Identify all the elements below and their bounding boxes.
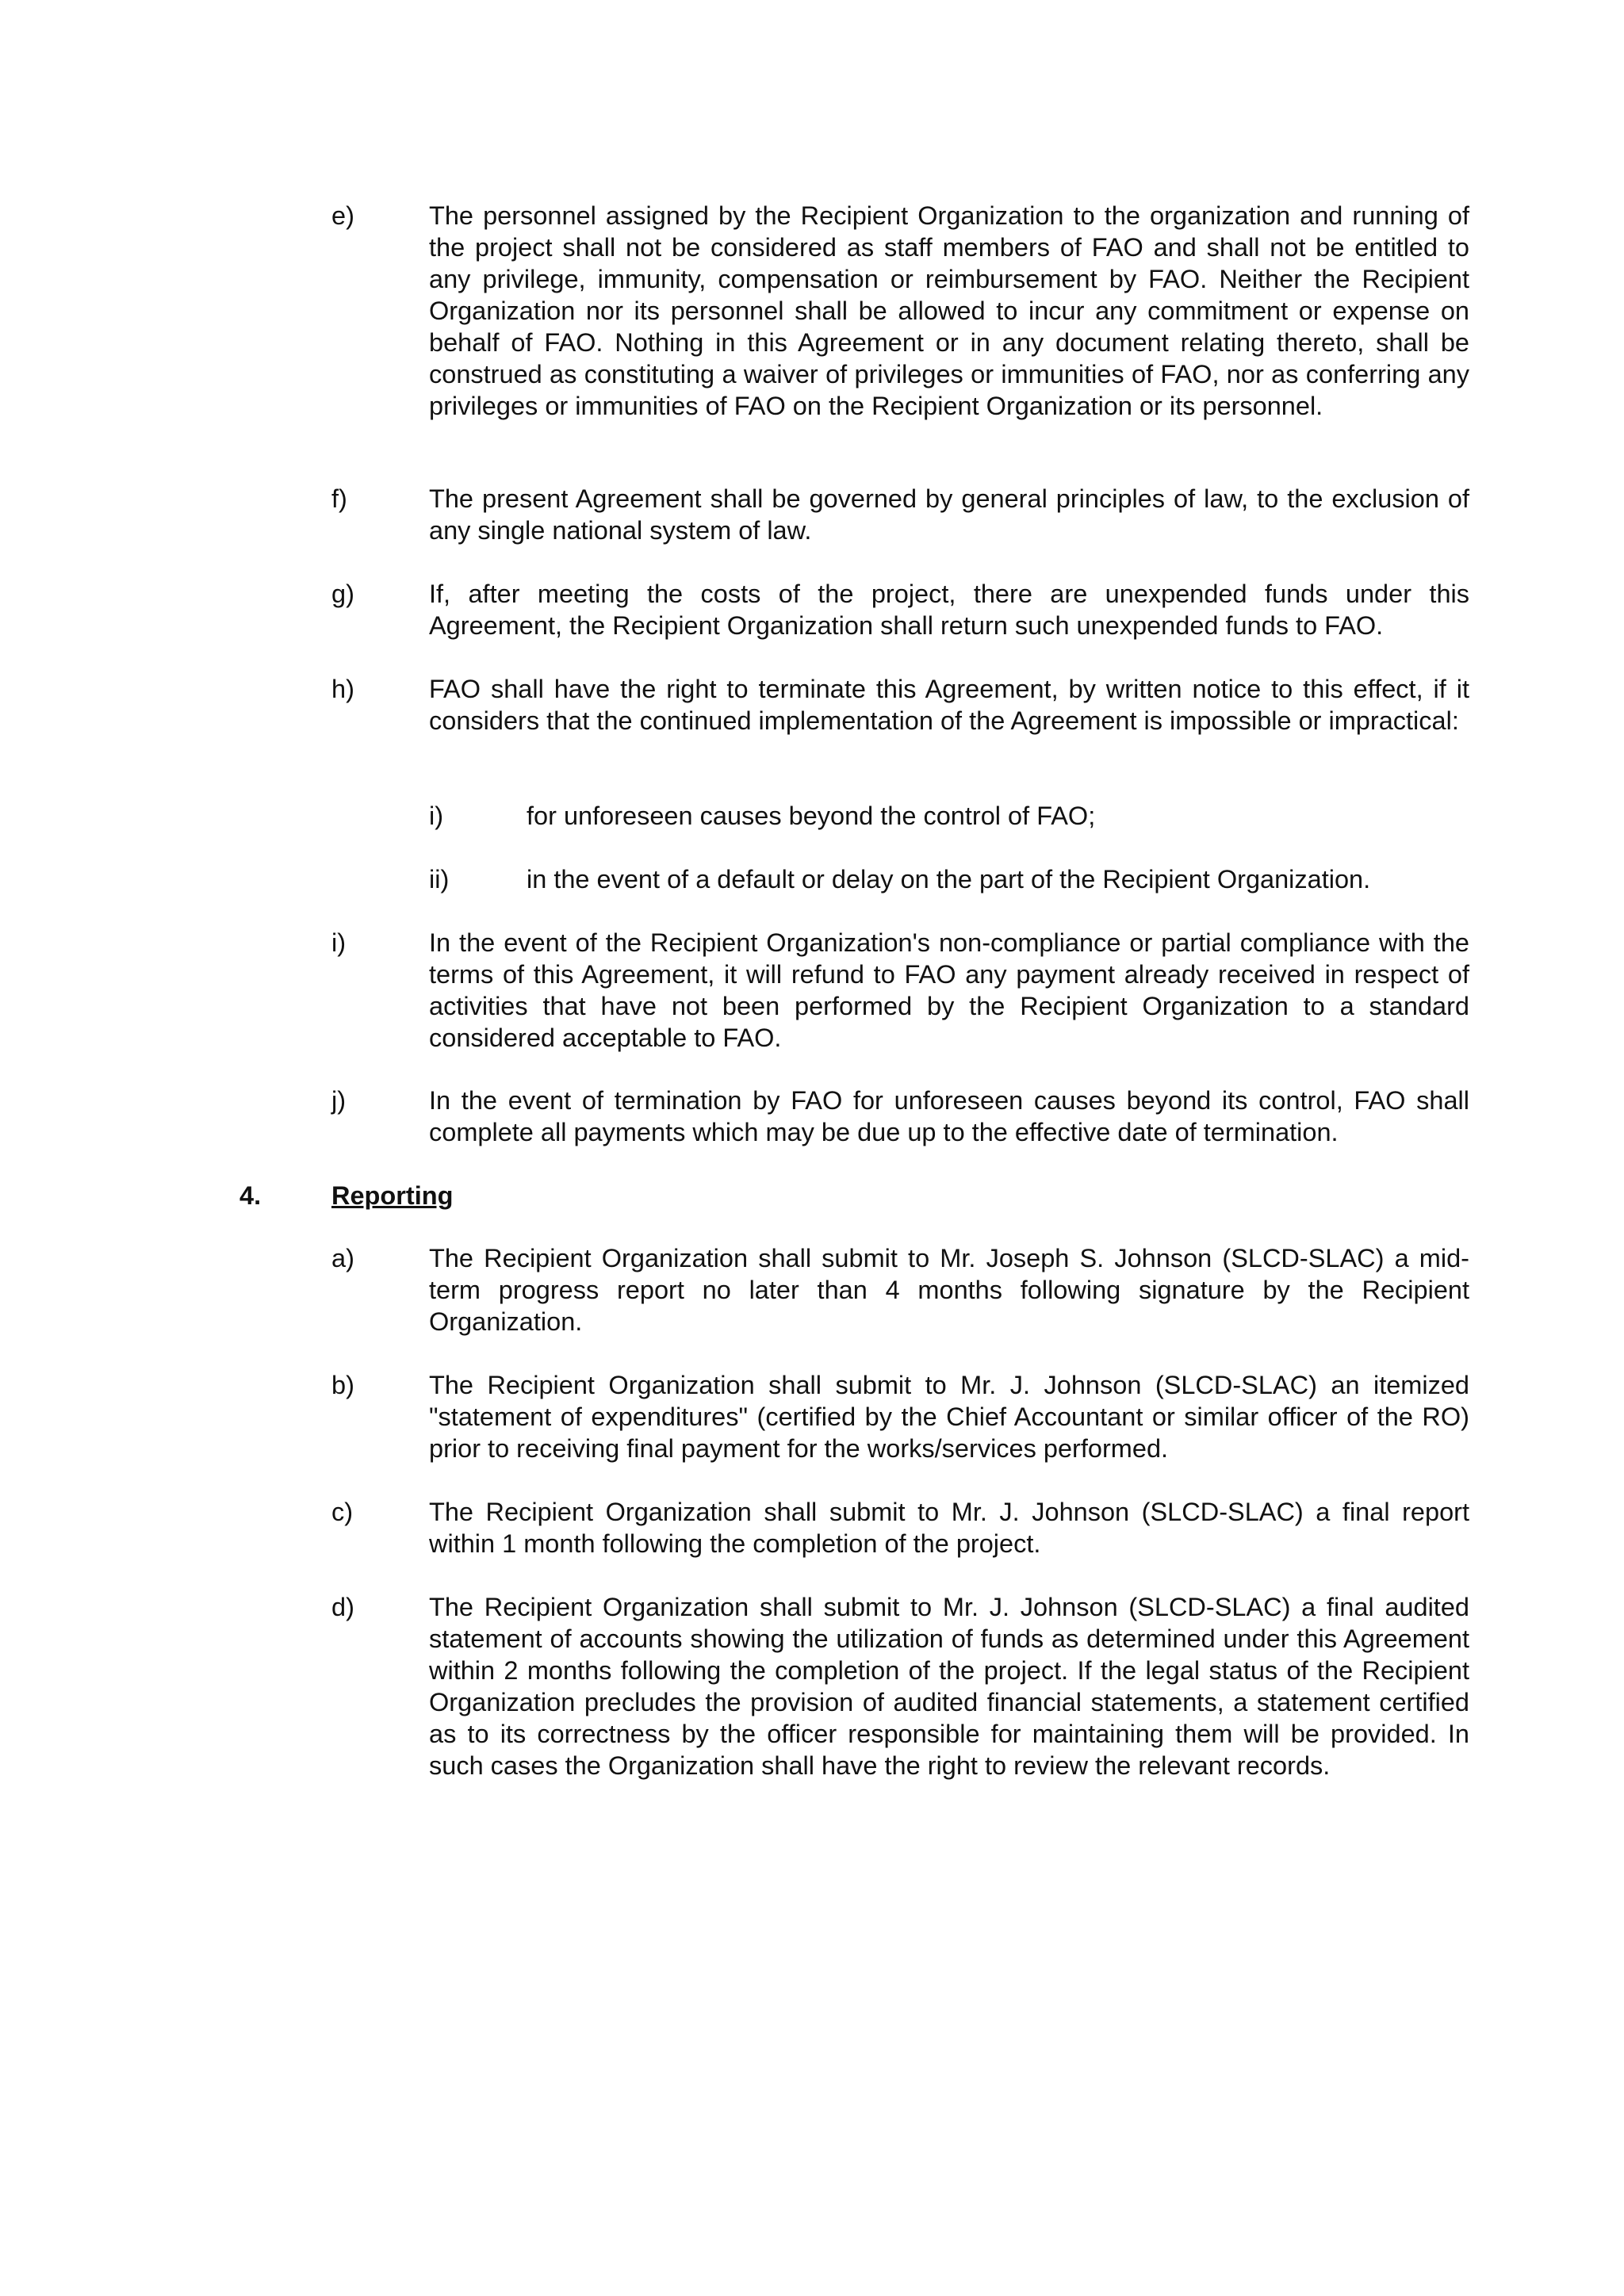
subclause-text: in the event of a default or delay on the part of the Recipient Organization. (527, 865, 1371, 894)
clause-text: The Recipient Organization shall submit to Mr. Joseph S. Johnson (SLCD-SLAC) a mid-term progress report no later than 4 months following signature by the Recipient Organization. (429, 1244, 1469, 1336)
clause-text: The Recipient Organization shall submit to Mr. J. Johnson (SLCD-SLAC) a final audited statement of accounts showing the utilization of funds as determined under this Agreement within 2 months following the completion of the project. If the legal status of the Recipient Organization precludes the provision of audited financial statements, a statement certified as to its correctness by the officer responsible for maintaining them will be provided. In such cases the Organization shall have the right to review the relevant records. (429, 1593, 1469, 1780)
subclause-marker: ii) (429, 865, 450, 894)
clause-text: The present Agreement shall be governed by general principles of law, to the exclusion of any single national system of law. (429, 484, 1469, 545)
subclause-text: for unforeseen causes beyond the control of FAO; (527, 802, 1096, 830)
clause-marker: c) (331, 1498, 354, 1526)
clause-marker: i) (331, 928, 347, 957)
clause-marker: f) (331, 484, 347, 513)
clause-marker: d) (331, 1593, 354, 1621)
clause-marker: e) (331, 201, 354, 230)
clause-text: If, after meeting the costs of the project, there are unexpended funds under this Agreement, the Recipient Organization shall return such unexpended funds to FAO. (429, 580, 1469, 640)
clause-text: The Recipient Organization shall submit to Mr. J. Johnson (SLCD-SLAC) a final report within 1 month following the completion of the project. (429, 1498, 1469, 1558)
clause-marker: a) (331, 1244, 354, 1272)
clause-marker: g) (331, 580, 354, 608)
clause-marker: h) (331, 675, 354, 703)
clause-text: In the event of termination by FAO for unforeseen causes beyond its control, FAO shall complete all payments which may be due up to the effective date of termination. (429, 1086, 1469, 1146)
clause-text: FAO shall have the right to terminate this Agreement, by written notice to this effect, if it considers that the continued implementation of the Agreement is impossible or impractical: (429, 675, 1469, 735)
section-number: 4. (239, 1181, 262, 1210)
clause-marker: j) (331, 1086, 347, 1115)
clause-text: The personnel assigned by the Recipient Organization to the organization and running of the project shall not be considered as staff members of FAO and shall not be entitled to any privilege, immunity, compensation or reimbursement by FAO. Neither the Recipient Organization nor its personnel shall be allowed to incur any commitment or expense on behalf of FAO. Nothing in this Agreement or in any document relating thereto, shall be construed as constituting a waiver of privileges or immunities of FAO, nor as conferring any privileges or immunities of FAO on the Recipient Organization or its personnel. (429, 201, 1469, 420)
clause-marker: b) (331, 1371, 354, 1399)
clause-text: In the event of the Recipient Organization's non-compliance or partial compliance with the terms of this Agreement, it will refund to FAO any payment already received in respect of activities that have not been performed by the Recipient Organization to a standard considered acceptable to FAO. (429, 928, 1469, 1052)
clause-text: The Recipient Organization shall submit to Mr. J. Johnson (SLCD-SLAC) an itemized "statement of expenditures" (certified by the Chief Accountant or similar officer of the RO) prior to receiving final payment for the works/services performed. (429, 1371, 1469, 1463)
subclause-marker: i) (429, 802, 444, 830)
section-title: Reporting (331, 1181, 454, 1210)
